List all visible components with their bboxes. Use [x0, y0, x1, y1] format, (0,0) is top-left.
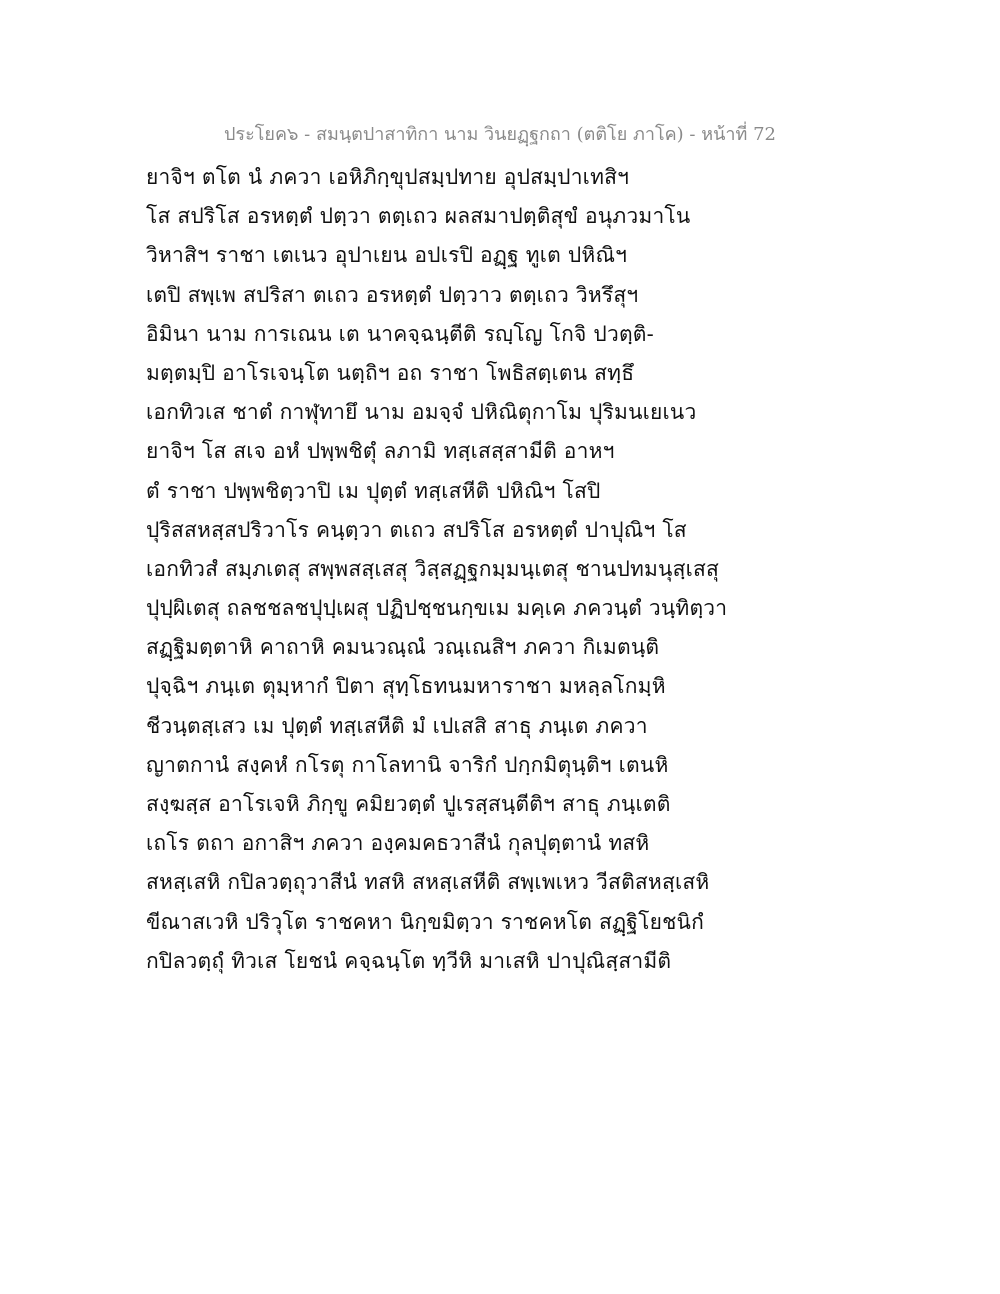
text-line: ยาจิฯ ตโต นํ ภควา เอหิภิกฺขุปสมฺปทาย อุปสมฺปาเทสิฯ [146, 165, 630, 189]
text-line: สงฺฆสฺส อาโรเจหิ ภิกฺขู คมิยวตฺตํ ปูเรสฺสนฺตีติฯ สาธุ ภนฺเตติ [146, 792, 671, 816]
text-line: สฏฺฐิมตฺตาหิ คาถาหิ คมนวณฺณํ วณฺเณสิฯ ภควา กิเมตนฺติ [146, 635, 660, 660]
running-header [0, 120, 1000, 150]
body-text [146, 158, 846, 981]
text-line: มตฺตมฺปิ อาโรเจนฺโต นตฺถิฯ อถ ราชา โพธิสตฺเตน สทฺธึ [146, 360, 635, 385]
text-line: ยาจิฯ โส สเจ อหํ ปพฺพชิตุํ ลภามิ ทสฺเสสฺสามีติ อาหฯ [146, 439, 615, 464]
text-line: ปุจฺฉิฯ ภนฺเต ตุมฺหากํ ปิตา สุทฺโธทนมหาราชา มหลฺลโกมฺหิ [146, 674, 666, 699]
text-line: ปุปฺผิเตสุ ถลชชลชปุปฺเผสุ ปฏิปชฺชนกฺขเม มคฺเค ภควนฺตํ วนฺทิตฺวา [146, 596, 728, 621]
text-line: ญาตกานํ สงฺคหํ กโรตุ กาโลทานิ จาริกํ ปกฺกมิตุนฺติฯ เตนหิ [146, 752, 669, 777]
text-line: ปุริสสหสฺสปริวาโร คนฺตฺวา ตเถว สปริโส อรหตฺตํ ปาปุณิฯ โส [146, 517, 687, 542]
text-line: ชีวนฺตสฺเสว เม ปุตฺตํ ทสฺเสหีติ มํ เปเสสิ สาธุ ภนฺเต ภควา [146, 713, 648, 738]
text-line: เอกทิวเส ชาตํ กาฬุทายึ นาม อมจฺจํ ปหิณิตุกาโม ปุริมนเยเนว [146, 400, 697, 425]
text-line: สหสฺเสหิ กปิลวตฺถุวาสีนํ ทสหิ สหสฺเสหีติ สพฺเพเหว วีสติสหสฺเสหิ [146, 870, 710, 895]
text-line: วิหาสิฯ ราชา เตเนว อุปาเยน อปเรปิ อฏฺฐ ทูเต ปหิณิฯ [146, 243, 628, 268]
text-line: โส สปริโส อรหตฺตํ ปตฺวา ตตฺเถว ผลสมาปตฺติสุขํ อนุภวมาโน [146, 204, 691, 229]
text-line: เถโร ตถา อกาสิฯ ภควา องฺคมคธวาสีนํ กุลปุตฺตานํ ทสหิ [146, 831, 650, 856]
text-line: อิมินา นาม การเณน เต นาคจฺฉนฺตีติ รญฺโญ โกจิ ปวตฺติ- [146, 321, 654, 346]
running-header-text: ประโยค๖ - สมนฺตปาสาทิกา นาม วินยฏฺฐกถา (ตติโย ภาโค) - หน้าที่ 72 [224, 124, 776, 145]
text-line: เตปิ สพฺเพ สปริสา ตเถว อรหตฺตํ ปตฺวาว ตตฺเถว วิหรึสุฯ [146, 282, 639, 307]
text-line: ขีณาสเวหิ ปริวุโต ราชคหา นิกฺขมิตฺวา ราชคหโต สฏฺฐิโยชนิกํ [146, 909, 704, 934]
text-line: กปิลวตฺถุํ ทิวเส โยชนํ คจฺฉนฺโต ทฺวีหิ มาเสหิ ปาปุณิสฺสามีติ [146, 948, 672, 973]
text-line: ตํ ราชา ปพฺพชิตฺวาปิ เม ปุตฺตํ ทสฺเสหีติ ปหิณิฯ โสปิ [146, 478, 601, 503]
text-line: เอกทิวสํ สมฺภเตสุ สพฺพสสฺเสสุ วิสฺสฏฺฐกมฺมนฺเตสุ ชานปทมนุสฺเสสุ [146, 556, 720, 581]
